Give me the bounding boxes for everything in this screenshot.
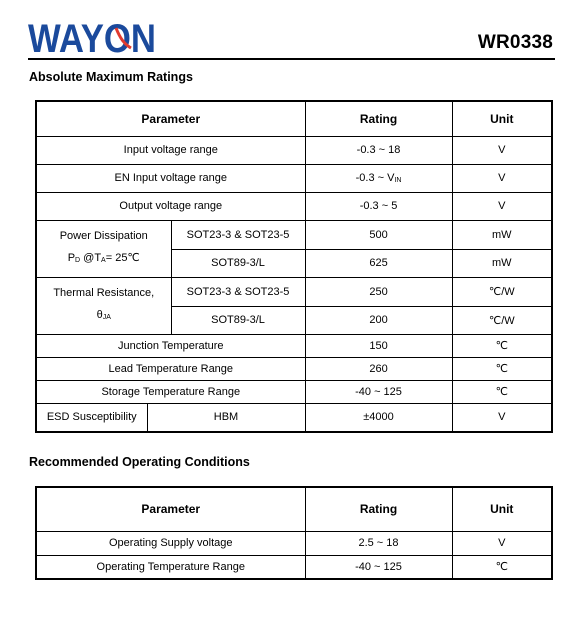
table-row — [36, 277, 552, 306]
row-rating: 250 — [305, 277, 452, 306]
header-parameter: Parameter — [36, 101, 305, 136]
row-parameter: Operating Temperature Range — [36, 555, 305, 579]
header-rating: Rating — [305, 487, 452, 531]
table-row — [36, 334, 552, 357]
row-package: SOT23-3 & SOT23-5 — [171, 220, 305, 249]
abs-max-table — [35, 100, 553, 433]
row-rating: 260 — [305, 357, 452, 380]
table-row — [36, 220, 552, 249]
row-unit: ℃ — [452, 357, 552, 380]
wayon-logo — [28, 14, 208, 58]
row-unit: V — [452, 136, 552, 164]
row-unit: mW — [452, 220, 552, 249]
row-rating: -40 ~ 125 — [305, 380, 452, 403]
part-number: WR0338 — [477, 32, 553, 53]
table-row — [36, 164, 552, 192]
row-rating: -0.3 ~ 18 — [305, 136, 452, 164]
label-text: @T — [80, 252, 102, 264]
row-rating: 500 — [305, 220, 452, 249]
header-unit: Unit — [452, 487, 552, 531]
label-subscript: A — [101, 257, 106, 264]
rec-op-table — [35, 486, 553, 580]
row-parameter: Storage Temperature Range — [36, 380, 305, 403]
label-text: θ — [96, 309, 103, 321]
table-header-row — [36, 487, 552, 531]
row-unit: ℃ — [452, 555, 552, 579]
row-rating: ±4000 — [305, 403, 452, 432]
table-row — [36, 531, 552, 555]
header-unit: Unit — [452, 101, 552, 136]
row-unit: V — [452, 531, 552, 555]
label-line — [37, 247, 171, 272]
page-header — [28, 14, 555, 60]
abs-max-title: Absolute Maximum Ratings — [29, 70, 193, 84]
row-parameter: Lead Temperature Range — [36, 357, 305, 380]
table-row — [36, 555, 552, 579]
row-rating: 625 — [305, 249, 452, 277]
row-package: SOT23-3 & SOT23-5 — [171, 277, 305, 306]
row-unit: ℃/W — [452, 277, 552, 306]
table-row — [36, 380, 552, 403]
label-subscript: D — [75, 257, 81, 264]
row-package: SOT89-3/L — [171, 306, 305, 334]
row-unit: mW — [452, 249, 552, 277]
header-rating: Rating — [305, 101, 452, 136]
row-parameter: EN Input voltage range — [36, 164, 305, 192]
label-line: Thermal Resistance, — [53, 287, 155, 299]
brand-wordmark: WAYON — [28, 17, 156, 58]
row-model: HBM — [147, 403, 305, 432]
row-parameter: Operating Supply voltage — [36, 531, 305, 555]
row-unit: ℃/W — [452, 306, 552, 334]
header-parameter: Parameter — [36, 487, 305, 531]
table-header-row — [36, 101, 552, 136]
row-rating: -0.3 ~ 5 — [305, 192, 452, 220]
rec-op-title: Recommended Operating Conditions — [29, 455, 250, 469]
table-row — [36, 136, 552, 164]
label-line: Power Dissipation — [59, 230, 148, 242]
row-package: SOT89-3/L — [171, 249, 305, 277]
rating-subscript: IN — [394, 177, 402, 184]
table-row — [36, 357, 552, 380]
label-line — [37, 304, 171, 329]
row-unit: ℃ — [452, 334, 552, 357]
row-rating: 200 — [305, 306, 452, 334]
header-rule — [28, 58, 555, 60]
row-rating: 2.5 ~ 18 — [305, 531, 452, 555]
row-unit: V — [452, 164, 552, 192]
row-unit: V — [452, 192, 552, 220]
thermal-resistance-label — [36, 277, 171, 334]
row-parameter: Output voltage range — [36, 192, 305, 220]
row-rating: 150 — [305, 334, 452, 357]
row-parameter: Junction Temperature — [36, 334, 305, 357]
rating-text: -0.3 ~ V — [355, 172, 395, 184]
label-text: = 25℃ — [105, 252, 140, 264]
row-rating — [305, 164, 452, 192]
row-unit: ℃ — [452, 380, 552, 403]
table-row — [36, 403, 552, 432]
power-dissipation-label — [36, 220, 171, 277]
table-row — [36, 192, 552, 220]
label-text: P — [67, 252, 76, 264]
row-parameter: ESD Susceptibility — [36, 403, 147, 432]
row-rating: -40 ~ 125 — [305, 555, 452, 579]
label-subscript: JA — [102, 314, 111, 321]
row-parameter: Input voltage range — [36, 136, 305, 164]
row-unit: V — [452, 403, 552, 432]
